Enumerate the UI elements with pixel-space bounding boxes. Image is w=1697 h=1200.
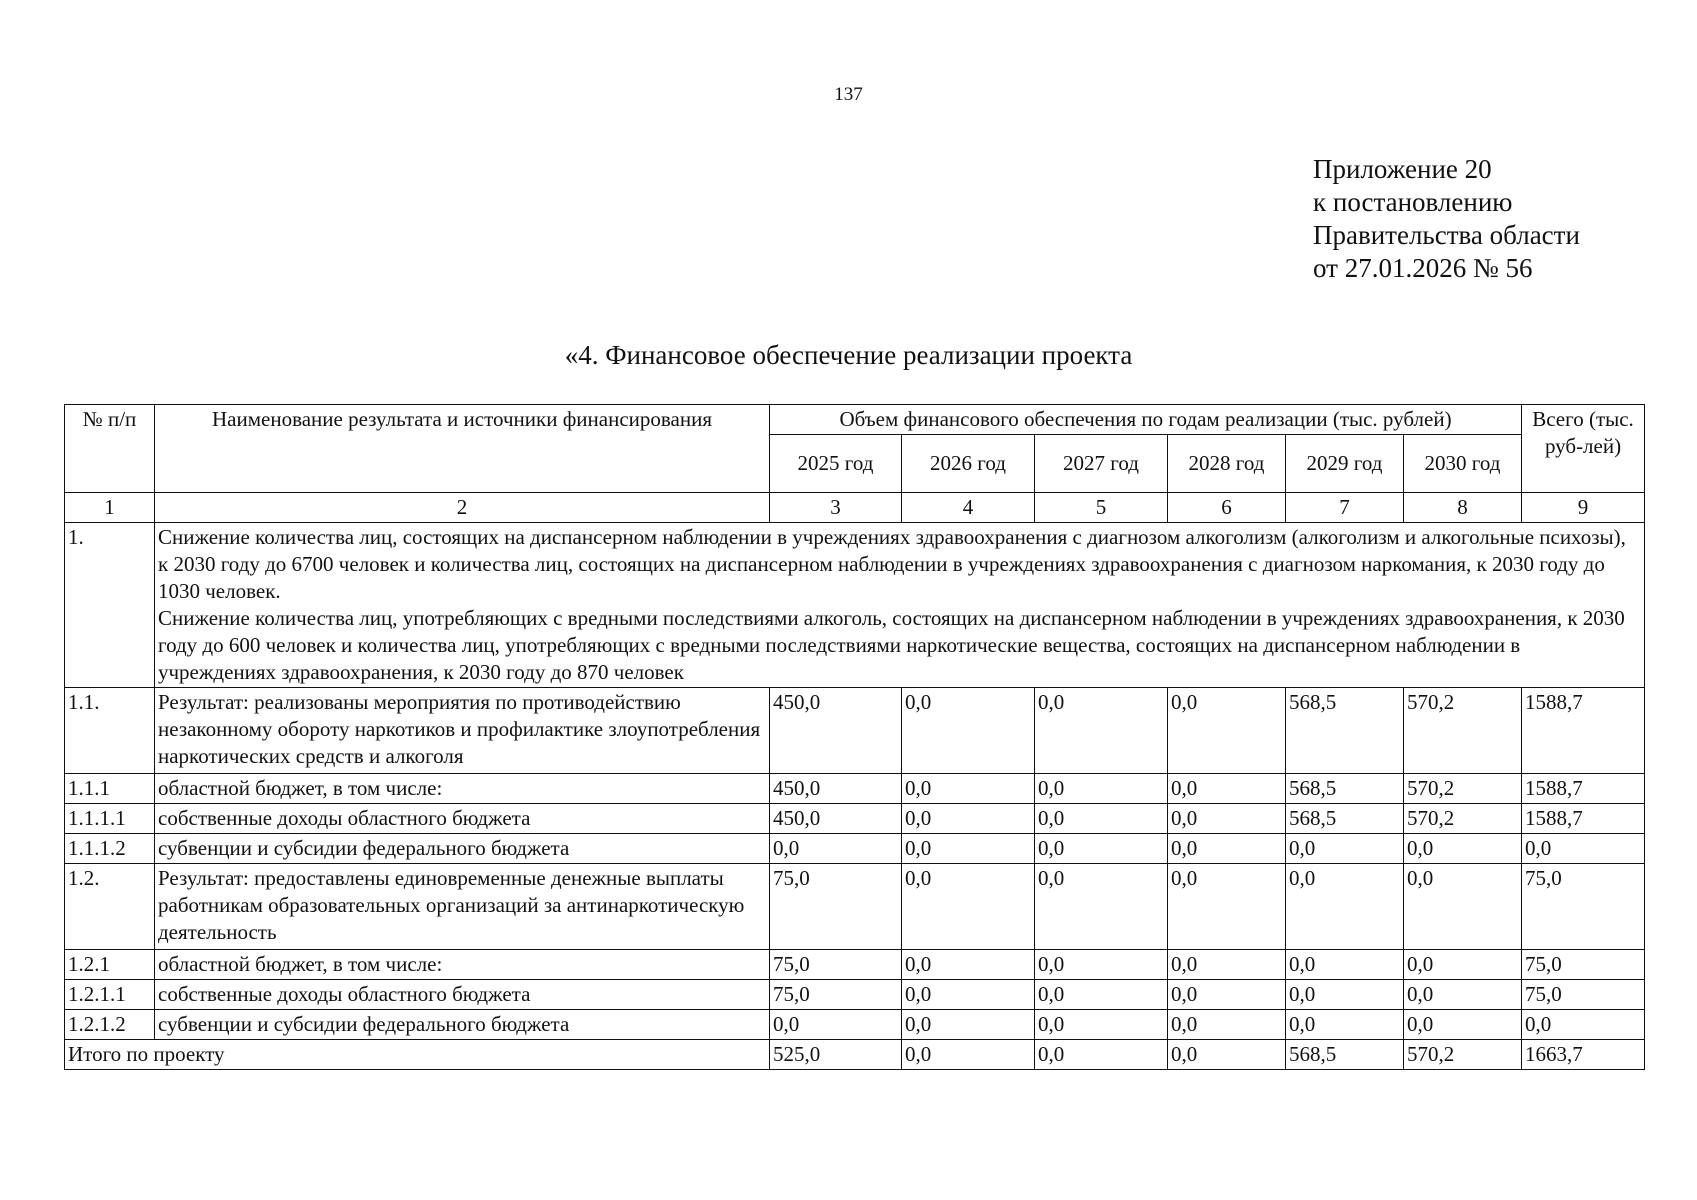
financing-table (64, 404, 1645, 1070)
table-row (65, 774, 1645, 804)
header-year: 2026 год (902, 435, 1035, 493)
row-name: Результат: предоставлены единовременные денежные выплаты работникам образовательных организаций за антинаркотическую деятельность (155, 864, 770, 950)
row-value: 0,0 (1168, 804, 1286, 834)
row-value: 0,0 (902, 804, 1035, 834)
total-label: Итого по проекту (65, 1040, 770, 1070)
row-value: 0,0 (1168, 834, 1286, 864)
row-value: 1588,7 (1522, 688, 1645, 774)
goal-paragraph: Снижение количества лиц, употребляющих с вредными последствиями алкоголь, состоящих на диспансерном наблюдении в учреждениях здравоохранения, к 2030 году до 600 человек и количества лиц, употребляющих с вредными последствиями наркотические вещества, состоящих на диспансерном наблюдении в учреждениях здравоохранения, к 2030 году до 870 человек (158, 606, 1625, 684)
goal-text (155, 523, 1645, 688)
column-number: 1 (65, 493, 155, 523)
appendix-line: Правительства области (1313, 220, 1580, 250)
row-value: 75,0 (770, 980, 902, 1010)
row-value: 0,0 (1404, 864, 1522, 950)
row-value: 0,0 (1168, 1010, 1286, 1040)
row-value: 450,0 (770, 688, 902, 774)
table-row (65, 688, 1645, 774)
total-value: 568,5 (1286, 1040, 1404, 1070)
row-name: областной бюджет, в том числе: (155, 774, 770, 804)
row-num: 1.1.1 (65, 774, 155, 804)
table-row (65, 950, 1645, 980)
goal-paragraph: Снижение количества лиц, состоящих на диспансерном наблюдении в учреждениях здравоохранения с диагнозом алкоголизм (алкоголизм и алкогольные психозы), к 2030 году до 6700 человек и количества лиц, состоящих на диспансерном наблюдении в учреждениях здравоохранения с диагнозом наркомания, к 2030 году до 1030 человек. (158, 525, 1626, 603)
table-row (65, 834, 1645, 864)
row-num: 1.2.1 (65, 950, 155, 980)
page-number: 137 (834, 84, 863, 105)
row-value: 568,5 (1286, 804, 1404, 834)
row-value: 0,0 (902, 1010, 1035, 1040)
row-value: 0,0 (902, 774, 1035, 804)
column-number: 7 (1286, 493, 1404, 523)
row-name: собственные доходы областного бюджета (155, 980, 770, 1010)
row-name: Результат: реализованы мероприятия по противодействию незаконному обороту наркотиков и профилактике злоупотребления наркотических средств и алкоголя (155, 688, 770, 774)
column-number-row (65, 493, 1645, 523)
row-num: 1.1.1.2 (65, 834, 155, 864)
header-year: 2030 год (1404, 435, 1522, 493)
row-num: 1.2.1.1 (65, 980, 155, 1010)
column-number: 5 (1035, 493, 1168, 523)
row-name: субвенции и субсидии федерального бюджета (155, 1010, 770, 1040)
header-total: Всего (тыс. руб-лей) (1522, 405, 1645, 493)
row-value: 0,0 (1168, 980, 1286, 1010)
table-row (65, 980, 1645, 1010)
row-value: 0,0 (1404, 834, 1522, 864)
row-name: субвенции и субсидии федерального бюджета (155, 834, 770, 864)
row-value: 0,0 (1035, 804, 1168, 834)
row-value: 0,0 (902, 864, 1035, 950)
row-value: 0,0 (1286, 1010, 1404, 1040)
row-value: 0,0 (1035, 1010, 1168, 1040)
header-name: Наименование результата и источники финансирования (155, 405, 770, 493)
header-volume: Объем финансового обеспечения по годам реализации (тыс. рублей) (770, 405, 1522, 435)
appendix-line: от 27.01.2026 № 56 (1313, 253, 1533, 283)
row-value: 75,0 (1522, 980, 1645, 1010)
total-value: 525,0 (770, 1040, 902, 1070)
row-num: 1.2. (65, 864, 155, 950)
table-row (65, 864, 1645, 950)
row-value: 0,0 (770, 1010, 902, 1040)
goal-num: 1. (65, 523, 155, 688)
total-value: 0,0 (1035, 1040, 1168, 1070)
header-year: 2028 год (1168, 435, 1286, 493)
row-value: 0,0 (1286, 980, 1404, 1010)
row-value: 0,0 (1404, 1010, 1522, 1040)
row-value: 0,0 (902, 688, 1035, 774)
row-value: 0,0 (1035, 774, 1168, 804)
row-value: 1588,7 (1522, 804, 1645, 834)
row-value: 570,2 (1404, 774, 1522, 804)
row-num: 1.1.1.1 (65, 804, 155, 834)
column-number: 9 (1522, 493, 1645, 523)
row-value: 0,0 (1286, 864, 1404, 950)
row-value: 0,0 (1035, 950, 1168, 980)
row-value: 1588,7 (1522, 774, 1645, 804)
row-value: 568,5 (1286, 688, 1404, 774)
row-num: 1.2.1.2 (65, 1010, 155, 1040)
row-value: 0,0 (1522, 834, 1645, 864)
row-value: 570,2 (1404, 804, 1522, 834)
appendix-line: Приложение 20 (1313, 154, 1492, 184)
row-name: собственные доходы областного бюджета (155, 804, 770, 834)
row-value: 450,0 (770, 804, 902, 834)
column-number: 2 (155, 493, 770, 523)
row-value: 0,0 (770, 834, 902, 864)
appendix-line: к постановлению (1313, 187, 1513, 217)
row-value: 75,0 (770, 864, 902, 950)
row-value: 0,0 (1404, 950, 1522, 980)
row-value: 0,0 (1286, 950, 1404, 980)
row-value: 0,0 (1168, 950, 1286, 980)
row-value: 0,0 (1035, 864, 1168, 950)
column-number: 6 (1168, 493, 1286, 523)
row-value: 568,5 (1286, 774, 1404, 804)
row-value: 0,0 (1035, 980, 1168, 1010)
total-value: 1663,7 (1522, 1040, 1645, 1070)
total-value: 0,0 (902, 1040, 1035, 1070)
row-value: 570,2 (1404, 688, 1522, 774)
total-value: 570,2 (1404, 1040, 1522, 1070)
table-row (65, 1010, 1645, 1040)
header-num: № п/п (65, 405, 155, 493)
goal-row (65, 523, 1645, 688)
row-value: 0,0 (902, 950, 1035, 980)
row-value: 0,0 (1168, 774, 1286, 804)
row-value: 0,0 (1522, 1010, 1645, 1040)
row-value: 75,0 (1522, 864, 1645, 950)
row-num: 1.1. (65, 688, 155, 774)
row-value: 0,0 (902, 980, 1035, 1010)
row-value: 0,0 (1286, 834, 1404, 864)
column-number: 8 (1404, 493, 1522, 523)
row-value: 0,0 (902, 834, 1035, 864)
header-year: 2027 год (1035, 435, 1168, 493)
appendix-block (1313, 153, 1580, 285)
row-value: 75,0 (770, 950, 902, 980)
row-value: 0,0 (1404, 980, 1522, 1010)
column-number: 4 (902, 493, 1035, 523)
total-row (65, 1040, 1645, 1070)
row-value: 0,0 (1168, 864, 1286, 950)
header-year: 2029 год (1286, 435, 1404, 493)
column-number: 3 (770, 493, 902, 523)
row-name: областной бюджет, в том числе: (155, 950, 770, 980)
row-value: 75,0 (1522, 950, 1645, 980)
total-value: 0,0 (1168, 1040, 1286, 1070)
row-value: 450,0 (770, 774, 902, 804)
row-value: 0,0 (1168, 688, 1286, 774)
header-year: 2025 год (770, 435, 902, 493)
section-title: «4. Финансовое обеспечение реализации проекта (564, 340, 1133, 370)
row-value: 0,0 (1035, 688, 1168, 774)
table-row (65, 804, 1645, 834)
row-value: 0,0 (1035, 834, 1168, 864)
